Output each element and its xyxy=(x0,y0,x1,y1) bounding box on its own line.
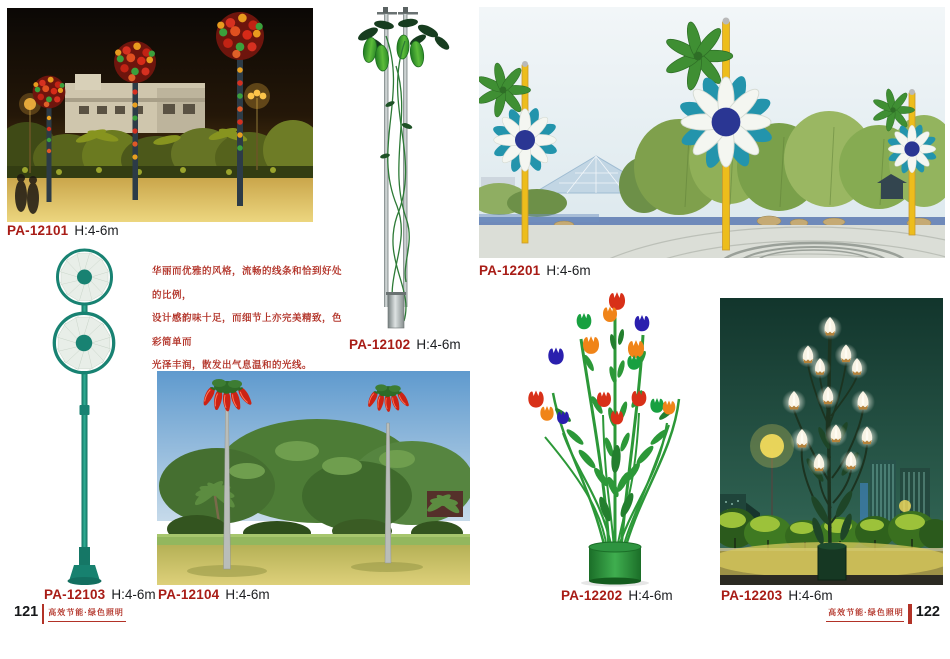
product-code: PA-12104 xyxy=(158,587,220,602)
product-height: H:4-6m xyxy=(416,337,461,352)
footer-slogan-right: 高效节能·绿色照明 xyxy=(826,604,904,622)
footer-left xyxy=(14,604,126,624)
label-pa-12102 xyxy=(349,337,461,352)
footer-slogan-left: 高效节能·绿色照明 xyxy=(48,604,126,622)
label-pa-12103 xyxy=(44,587,156,602)
label-pa-12104 xyxy=(158,587,270,602)
product-code: PA-12202 xyxy=(561,588,623,603)
description-line: 华丽而优雅的风格，流畅的线条和恰到好处的比例， xyxy=(152,266,343,301)
photo-pa-12203 xyxy=(720,298,943,585)
label-pa-12203 xyxy=(721,588,833,603)
product-code: PA-12101 xyxy=(7,223,69,238)
figure-pa-12202 xyxy=(517,287,713,587)
product-code: PA-12102 xyxy=(349,337,411,352)
product-height: H:4-6m xyxy=(628,588,673,603)
description-line: 光泽丰润，散发出气息温和的光线。 xyxy=(152,360,313,371)
photo-pa-12101 xyxy=(7,8,313,222)
description-line: 设计感韵味十足，而细节上亦完美精致，色彩简单而 xyxy=(152,313,343,348)
product-code: PA-12201 xyxy=(479,263,541,278)
label-pa-12101 xyxy=(7,223,119,238)
figure-pa-12102 xyxy=(352,6,460,332)
figure-pa-12103 xyxy=(27,247,142,587)
product-height: H:4-6m xyxy=(788,588,833,603)
footer-right xyxy=(826,604,940,624)
description-text xyxy=(152,260,342,378)
label-pa-12201 xyxy=(479,263,591,278)
label-pa-12202 xyxy=(561,588,673,603)
product-height: H:4-6m xyxy=(546,263,591,278)
footer-divider xyxy=(42,604,44,624)
photo-pa-12104 xyxy=(157,371,470,585)
footer-divider xyxy=(908,604,912,624)
product-height: H:4-6m xyxy=(74,223,119,238)
product-code: PA-12203 xyxy=(721,588,783,603)
product-code: PA-12103 xyxy=(44,587,106,602)
page-number-left: 121 xyxy=(14,604,39,620)
product-height: H:4-6m xyxy=(225,587,270,602)
product-height: H:4-6m xyxy=(111,587,156,602)
page-number-right: 122 xyxy=(915,604,940,620)
photo-pa-12201 xyxy=(479,7,945,258)
